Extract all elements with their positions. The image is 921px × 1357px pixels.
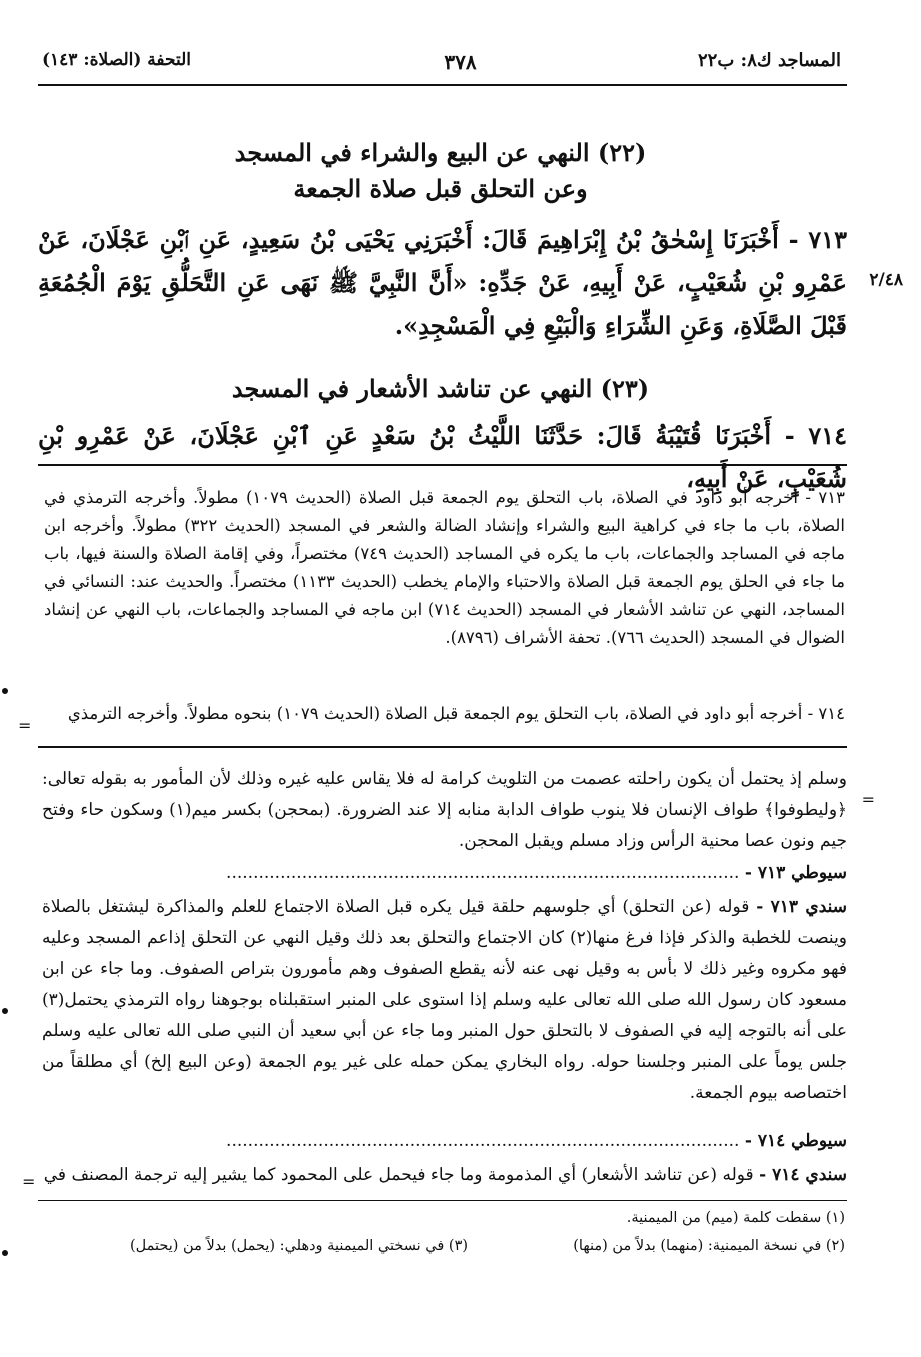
continuation-mark: = — [18, 716, 32, 735]
sindi-714-text: قوله (عن تناشد الأشعار) أي المذمومة وما جاء فيحمل على المحمود كما يشير إليه ترجمة المصنف في — [43, 1165, 754, 1185]
hadith-714-text: ٧١٤ - أَخْبَرَنَا قُتَيْبَةُ قَالَ: حَدَّثَنَا اللَّيْثُ بْنُ سَعْدٍ عَنِ ٱبْنِ عَجْلَانَ، عَنْ عَمْرِو بْنِ شُعَيْبٍ، عَنْ أَبِيهِ، — [38, 421, 847, 493]
scan-mark — [2, 1008, 8, 1014]
suyuti-713-label: سيوطي ٧١٣ - — [744, 863, 847, 883]
text-notes-rule — [38, 464, 847, 466]
sindi-713-text: قوله (عن التحلق) أي جلوسهم حلقة قيل يكره قبل الصلاة الاجتماع للعلم والمذاكرة ليشتغل بالصلاة وينصت للخطبة والذكر فإذا فرغ منها(٢) كان الاجتماع والتحلق بعد ذلك وقيل النهي عن التحلق إذاعم المسجد وعليه فهو مكروه وغير ذلك لا بأس به وقيل نهى عنه لأنه يقطع الصفوف وهم مأمورون بتراص الصفوف. وما جاء عن ابن مسعود كان رسول الله صلى الله تعالى عليه وسلم إذا استوى على المنبر استقبلناه بوجوهنا رواه الترمذي يحتمل(٣) على أنه بالتوجه إليه في الصفوف لا بالتحلق حول المنبر وما جاء عن أبي سعيد أن النبي صلى الله تعالى عليه وسلم جلس يوماً على المنبر وجلسنا حوله. رواه البخاري يمكن حمله على غير يوم الجمعة (وعن البيع إلخ) أي مطلقاً من اختصاصه بيوم الجمعة. — [42, 897, 848, 1103]
commentary-intro: وسلم إذ يحتمل أن يكون راحلته عصمت من التلويث كرامة له فلا يقاس عليه غيره وذلك لأن المأمور به بقوله تعالى: ﴿وليطوفوا﴾ طواف الإنسان فلا ينوب طواف الدابة منابه إلا عند الضرورة. (بمحجن) بكسر ميم(١) وسكون حاء وفتح جيم ونون عصا محنية الرأس وزاد مسلم ويقبل المحجن. — [42, 769, 847, 851]
margin-reference: ٢/٤٨ — [869, 270, 903, 290]
sindi-713-label: سندي ٧١٣ - — [756, 897, 848, 917]
chapter-22-subtitle: وعن التحلق قبل صلاة الجمعة — [293, 174, 588, 203]
hadith-713-text: ٧١٣ - أَخْبَرَنَا إِسْحٰقُ بْنُ إِبْرَاهِيمَ قَالَ: أَخْبَرَنِي يَحْيَى بْنُ سَعِيدٍ، عَنِ ٱبْنِ عَجْلَانَ، عَنْ عَمْرِو بْنِ شُعَيْبٍ، عَنْ أَبِيهِ، عَنْ جَدِّهِ: «أَنَّ النَّبِيَّ ﷺ نَهَى عَنِ التَّحَلُّقِ يَوْمَ الْجُمُعَةِ قَبْلَ الصَّلَاةِ، وَعَنِ الشِّرَاءِ وَالْبَيْعِ فِي الْمَسْجِدِ». — [38, 225, 847, 340]
footnote-rule — [38, 1200, 847, 1201]
footnote-3: (٣) في نسختي الميمنية ودهلي: (يحمل) بدلاً من (يحتمل) — [130, 1238, 469, 1254]
chapter-23-title: (٢٣) النهي عن تناشد الأشعار في المسجد — [231, 374, 650, 403]
continuation-mark-commentary: = — [861, 790, 875, 809]
scan-mark — [2, 1250, 8, 1256]
suyuti-714-line — [42, 1126, 847, 1157]
suyuti-713-line — [42, 858, 847, 889]
takhrij-713: ٧١٣ - أخرجه أبو داود في الصلاة، باب التحلق يوم الجمعة قبل الصلاة (الحديث ١٠٧٩) مطولاً. وأخرجه الترمذي في الصلاة، باب ما جاء في كراهية البيع والشراء وإنشاد الضالة والشعر في المسجد (الحديث ٣٢٢) مطولاً. وأخرجه ابن ماجه في المساجد والجماعات، باب ما يكره في المساجد (الحديث ٧٤٩) مختصراً، وفي إقامة الصلاة والسنة فيها، باب ما جاء في الحلق يوم الجمعة قبل الصلاة والاحتباء والإمام يخطب (الحديث ١١٣٣) مختصراً. والحديث عند: النسائي في المساجد، النهي عن تناشد الأشعار في المسجد (الحديث ٧١٤) ابن ماجه في المساجد والجماعات، باب النهي عن إنشاد الضوال في المسجد (الحديث ٧٦٦). تحفة الأشراف (٨٧٩٦). — [44, 488, 846, 647]
takhrij-714: ٧١٤ - أخرجه أبو داود في الصلاة، باب التحلق يوم الجمعة قبل الصلاة (الحديث ١٠٧٩) بنحوه مطولاً. وأخرجه الترمذي — [67, 704, 845, 723]
scan-mark — [2, 688, 8, 694]
continuation-mark-end: = — [22, 1172, 36, 1191]
notes-commentary-rule — [38, 746, 847, 748]
suyuti-713-dots: ............................................................................................... — [226, 863, 740, 883]
sindi-714-block — [42, 1160, 847, 1191]
suyuti-714-dots: ............................................................................................... — [226, 1131, 740, 1151]
sindi-713-block — [42, 892, 847, 1109]
page-number: ٣٧٨ — [444, 50, 477, 74]
header-rule — [38, 84, 847, 86]
chapter-22-title: (٢٢) النهي عن البيع والشراء في المسجد — [234, 138, 647, 167]
sindi-714-label: سندي ٧١٤ - — [759, 1165, 847, 1185]
suyuti-714-label: سيوطي ٧١٤ - — [744, 1131, 847, 1151]
running-header-chapter: المساجد ك٨: ب٢٢ — [698, 50, 841, 71]
running-header-tuhfa: التحفة (الصلاة: ١٤٣) — [42, 50, 192, 70]
footnote-2: (٢) في نسخة الميمنية: (منهما) بدلاً من (منها) — [573, 1238, 845, 1254]
footnote-1: (١) سقطت كلمة (ميم) من الميمنية. — [626, 1210, 845, 1226]
